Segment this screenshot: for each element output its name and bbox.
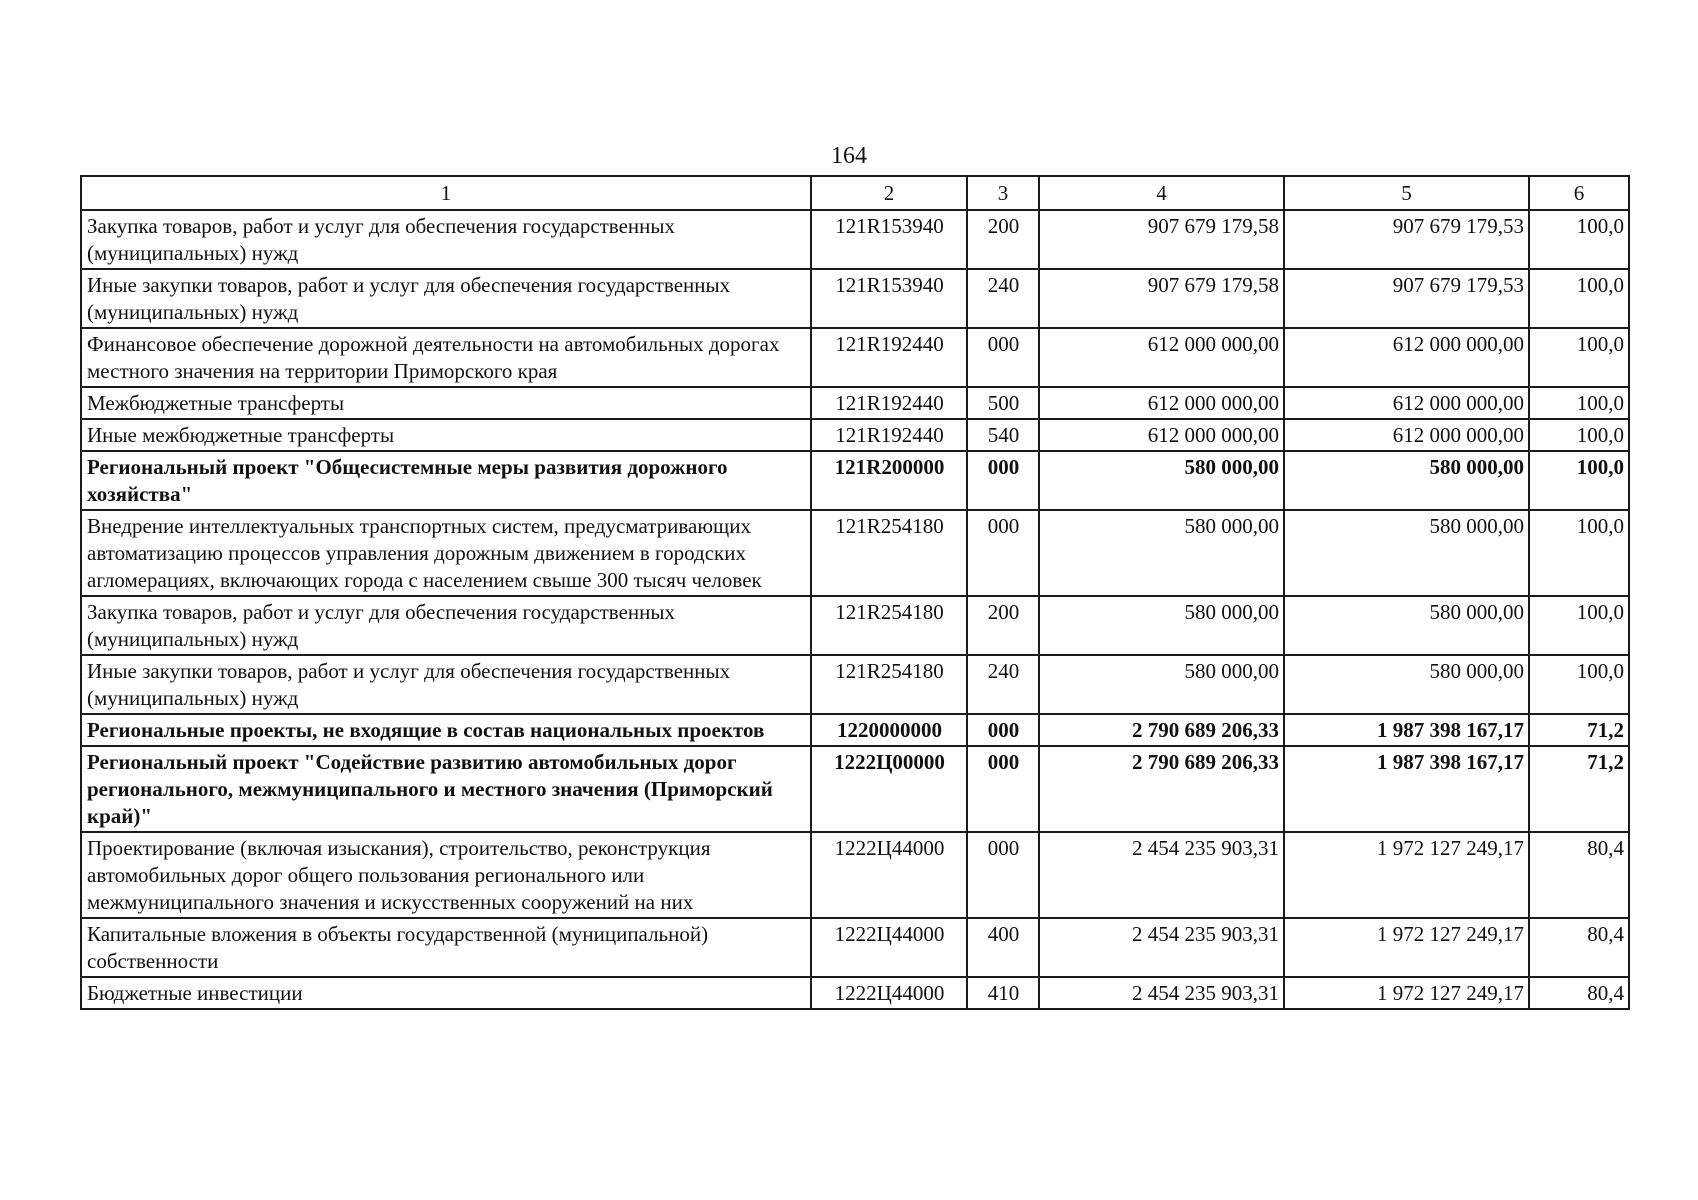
row-fact-cell: 1 972 127 249,17	[1284, 832, 1529, 918]
row-code-cell: 121R192440	[811, 387, 967, 419]
table-row	[81, 714, 1629, 746]
row-code-cell: 121R153940	[811, 269, 967, 328]
row-percent-cell: 100,0	[1529, 328, 1629, 387]
row-plan-cell: 2 454 235 903,31	[1039, 977, 1284, 1009]
row-kvr-cell: 000	[967, 832, 1039, 918]
row-percent-cell: 80,4	[1529, 977, 1629, 1009]
row-plan-cell: 612 000 000,00	[1039, 387, 1284, 419]
row-kvr-cell: 240	[967, 269, 1039, 328]
row-fact-cell: 580 000,00	[1284, 510, 1529, 596]
row-kvr-cell: 000	[967, 328, 1039, 387]
row-plan-cell: 580 000,00	[1039, 510, 1284, 596]
row-percent-cell: 100,0	[1529, 210, 1629, 269]
row-fact-cell: 1 987 398 167,17	[1284, 714, 1529, 746]
row-name-cell: Иные межбюджетные трансферты	[81, 419, 811, 451]
row-name-cell: Бюджетные инвестиции	[81, 977, 811, 1009]
row-fact-cell: 580 000,00	[1284, 596, 1529, 655]
row-name-cell: Проектирование (включая изыскания), строительство, реконструкция автомобильных дорог общего пользования регионального или межмуниципального значения и искусственных сооружений на них	[81, 832, 811, 918]
row-plan-cell: 2 454 235 903,31	[1039, 918, 1284, 977]
row-percent-cell: 100,0	[1529, 655, 1629, 714]
row-percent-cell: 100,0	[1529, 419, 1629, 451]
row-name-cell: Региональный проект "Содействие развитию автомобильных дорог регионального, межмуниципального и местного значения (Приморский край)"	[81, 746, 811, 832]
row-code-cell: 1222Ц44000	[811, 832, 967, 918]
table-row	[81, 210, 1629, 269]
row-code-cell: 1222Ц44000	[811, 977, 967, 1009]
row-fact-cell: 580 000,00	[1284, 655, 1529, 714]
table-row	[81, 387, 1629, 419]
table-row	[81, 746, 1629, 832]
row-code-cell: 121R254180	[811, 655, 967, 714]
row-code-cell: 121R192440	[811, 328, 967, 387]
row-kvr-cell: 500	[967, 387, 1039, 419]
table-row	[81, 596, 1629, 655]
column-header: 5	[1284, 176, 1529, 210]
row-fact-cell: 612 000 000,00	[1284, 328, 1529, 387]
row-code-cell: 121R192440	[811, 419, 967, 451]
row-fact-cell: 1 972 127 249,17	[1284, 977, 1529, 1009]
column-header: 3	[967, 176, 1039, 210]
header-row	[81, 176, 1629, 210]
row-fact-cell: 1 987 398 167,17	[1284, 746, 1529, 832]
row-name-cell: Капитальные вложения в объекты государственной (муниципальной) собственности	[81, 918, 811, 977]
row-code-cell: 121R153940	[811, 210, 967, 269]
row-name-cell: Закупка товаров, работ и услуг для обеспечения государственных (муниципальных) нужд	[81, 210, 811, 269]
row-kvr-cell: 200	[967, 210, 1039, 269]
budget-table	[80, 175, 1630, 1010]
table-row	[81, 510, 1629, 596]
row-fact-cell: 907 679 179,53	[1284, 269, 1529, 328]
table-row	[81, 328, 1629, 387]
row-percent-cell: 100,0	[1529, 451, 1629, 510]
row-plan-cell: 907 679 179,58	[1039, 210, 1284, 269]
row-name-cell: Закупка товаров, работ и услуг для обеспечения государственных (муниципальных) нужд	[81, 596, 811, 655]
page-number: 164	[831, 143, 867, 169]
row-name-cell: Региональные проекты, не входящие в состав национальных проектов	[81, 714, 811, 746]
row-percent-cell: 100,0	[1529, 596, 1629, 655]
row-plan-cell: 580 000,00	[1039, 655, 1284, 714]
row-plan-cell: 2 790 689 206,33	[1039, 746, 1284, 832]
table-row	[81, 451, 1629, 510]
row-name-cell: Иные закупки товаров, работ и услуг для обеспечения государственных (муниципальных) нужд	[81, 655, 811, 714]
row-plan-cell: 580 000,00	[1039, 451, 1284, 510]
row-fact-cell: 612 000 000,00	[1284, 419, 1529, 451]
row-name-cell: Финансовое обеспечение дорожной деятельности на автомобильных дорогах местного значения на территории Приморского края	[81, 328, 811, 387]
row-kvr-cell: 240	[967, 655, 1039, 714]
row-kvr-cell: 000	[967, 451, 1039, 510]
row-percent-cell: 100,0	[1529, 510, 1629, 596]
row-percent-cell: 71,2	[1529, 746, 1629, 832]
row-plan-cell: 612 000 000,00	[1039, 419, 1284, 451]
row-code-cell: 121R200000	[811, 451, 967, 510]
table-row	[81, 977, 1629, 1009]
row-kvr-cell: 200	[967, 596, 1039, 655]
row-name-cell: Внедрение интеллектуальных транспортных систем, предусматривающих автоматизацию процессов управления дорожным движением в городских агломерациях, включающих города с населением свыше 300 тысяч человек	[81, 510, 811, 596]
column-header: 6	[1529, 176, 1629, 210]
row-kvr-cell: 000	[967, 746, 1039, 832]
row-kvr-cell: 000	[967, 714, 1039, 746]
column-header: 2	[811, 176, 967, 210]
row-kvr-cell: 410	[967, 977, 1039, 1009]
row-kvr-cell: 400	[967, 918, 1039, 977]
row-code-cell: 121R254180	[811, 510, 967, 596]
row-percent-cell: 71,2	[1529, 714, 1629, 746]
row-code-cell: 1220000000	[811, 714, 967, 746]
row-percent-cell: 80,4	[1529, 832, 1629, 918]
row-percent-cell: 100,0	[1529, 387, 1629, 419]
table-row	[81, 655, 1629, 714]
row-kvr-cell: 000	[967, 510, 1039, 596]
row-name-cell: Межбюджетные трансферты	[81, 387, 811, 419]
row-plan-cell: 580 000,00	[1039, 596, 1284, 655]
row-code-cell: 1222Ц00000	[811, 746, 967, 832]
row-percent-cell: 80,4	[1529, 918, 1629, 977]
row-plan-cell: 2 790 689 206,33	[1039, 714, 1284, 746]
row-plan-cell: 907 679 179,58	[1039, 269, 1284, 328]
row-name-cell: Иные закупки товаров, работ и услуг для обеспечения государственных (муниципальных) нужд	[81, 269, 811, 328]
row-code-cell: 1222Ц44000	[811, 918, 967, 977]
row-percent-cell: 100,0	[1529, 269, 1629, 328]
table-row	[81, 269, 1629, 328]
table-row	[81, 918, 1629, 977]
row-plan-cell: 612 000 000,00	[1039, 328, 1284, 387]
row-fact-cell: 1 972 127 249,17	[1284, 918, 1529, 977]
row-name-cell: Региональный проект "Общесистемные меры развития дорожного хозяйства"	[81, 451, 811, 510]
row-fact-cell: 907 679 179,53	[1284, 210, 1529, 269]
row-fact-cell: 580 000,00	[1284, 451, 1529, 510]
row-code-cell: 121R254180	[811, 596, 967, 655]
column-header: 1	[81, 176, 811, 210]
row-plan-cell: 2 454 235 903,31	[1039, 832, 1284, 918]
table-row	[81, 419, 1629, 451]
column-header: 4	[1039, 176, 1284, 210]
row-kvr-cell: 540	[967, 419, 1039, 451]
row-fact-cell: 612 000 000,00	[1284, 387, 1529, 419]
table-row	[81, 832, 1629, 918]
